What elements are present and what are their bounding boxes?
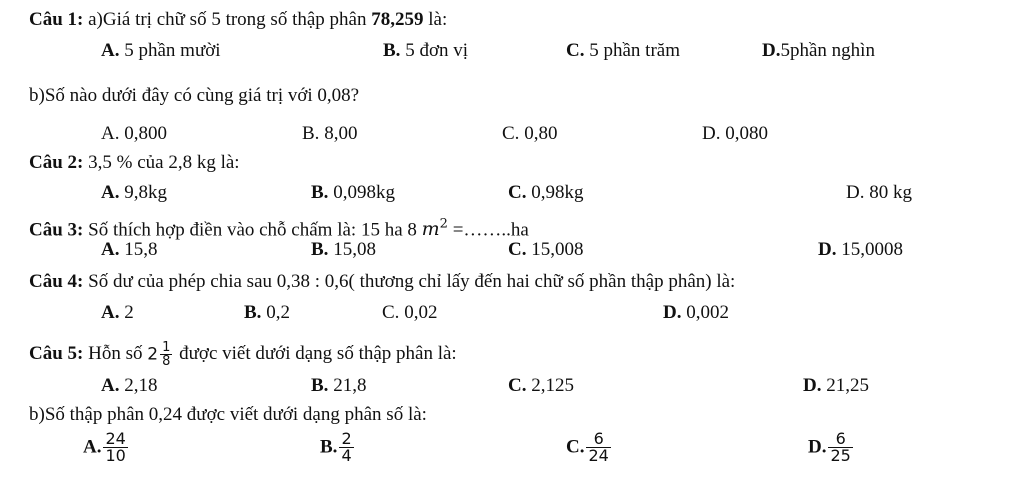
q3-label: Câu 3: <box>29 219 84 241</box>
q5-b-option-b[interactable]: B. $\frac{2}{4}$ <box>320 429 352 465</box>
q1-a-text: a)Giá trị chữ số 5 trong số thập phân <box>83 9 372 30</box>
q1-a-option-b[interactable]: B. 5 đơn vị <box>383 40 469 61</box>
q2-option-c[interactable]: C. 0,98kg <box>508 182 584 203</box>
q1-a-option-c[interactable]: C. 5 phần trăm <box>566 40 680 61</box>
q1-label: Câu 1: <box>29 9 84 30</box>
q3-option-a[interactable]: A. 15,8 <box>101 239 158 260</box>
q5-a-option-c[interactable]: C. 2,125 <box>508 375 574 396</box>
q4-option-c[interactable]: C. 0,02 <box>382 302 438 323</box>
q2-label: Câu 2: <box>29 152 84 173</box>
q3-option-b[interactable]: B. 15,08 <box>311 239 376 260</box>
q4-label: Câu 4: <box>29 271 84 292</box>
q3-unit: $m^2$ <box>421 217 448 241</box>
q5-mixed-number: 2 $\frac{1}{8}$ <box>147 340 171 369</box>
q5-a-option-a[interactable]: A. 2,18 <box>101 375 158 396</box>
q5-prompt <box>29 341 457 368</box>
q1-a-number: 78,259 <box>371 9 424 30</box>
q4-option-b[interactable]: B. 0,2 <box>244 302 290 323</box>
q2-option-d[interactable]: D. 80 kg <box>846 182 912 203</box>
q4-option-d[interactable]: D. 0,002 <box>663 302 729 323</box>
q4-option-a[interactable]: A. 2 <box>101 302 134 323</box>
q5-a-option-b[interactable]: B. 21,8 <box>311 375 367 396</box>
q5-label: Câu 5: <box>29 342 84 364</box>
q5-b-option-c[interactable]: C. $\frac{6}{24}$ <box>566 429 609 465</box>
q1-b-option-c[interactable]: C. 0,80 <box>502 123 558 144</box>
q5-b-option-a[interactable]: A. $\frac{24}{10}$ <box>83 429 126 465</box>
cut-off-text-line <box>30 478 1010 486</box>
q2-text: 3,5 % của 2,8 kg là: <box>83 152 240 173</box>
q1-b-option-d[interactable]: D. 0,080 <box>702 123 768 144</box>
q5-text-before: Hỗn số <box>83 342 148 364</box>
q5-text-after: được viết dưới dạng số thập phân là: <box>174 342 457 364</box>
q2-option-b[interactable]: B. 0,098kg <box>311 182 395 203</box>
q3-text: Số thích hợp điền vào chỗ chấm là: 15 ha 8 <box>83 219 422 241</box>
q1-prompt <box>29 8 447 32</box>
q1-a-tail: là: <box>423 9 448 30</box>
q5-b-option-d[interactable]: D. $\frac{6}{25}$ <box>808 429 851 465</box>
q1-b-prompt: b)Số nào dưới đây có cùng giá trị với 0,08? <box>29 85 360 106</box>
q3-tail: =……..ha <box>447 219 529 241</box>
q1-a-option-a[interactable]: A. 5 phần mười <box>101 40 221 61</box>
q4-text: Số dư của phép chia sau 0,38 : 0,6( thương chỉ lấy đến hai chữ số phần thập phân) là: <box>83 271 736 292</box>
q1-b-option-b[interactable]: B. 8,00 <box>302 123 358 144</box>
q2-prompt <box>29 151 240 175</box>
q5-b-prompt: b)Số thập phân 0,24 được viết dưới dạng phân số là: <box>29 404 427 425</box>
q5-a-option-d[interactable]: D. 21,25 <box>803 375 869 396</box>
q1-a-option-d[interactable]: D.5phần nghìn <box>762 40 875 61</box>
q3-option-d[interactable]: D. 15,0008 <box>818 239 903 260</box>
q4-prompt <box>29 270 735 294</box>
q3-option-c[interactable]: C. 15,008 <box>508 239 584 260</box>
q1-b-option-a[interactable]: A. 0,800 <box>101 123 167 144</box>
q2-option-a[interactable]: A. 9,8kg <box>101 182 167 203</box>
